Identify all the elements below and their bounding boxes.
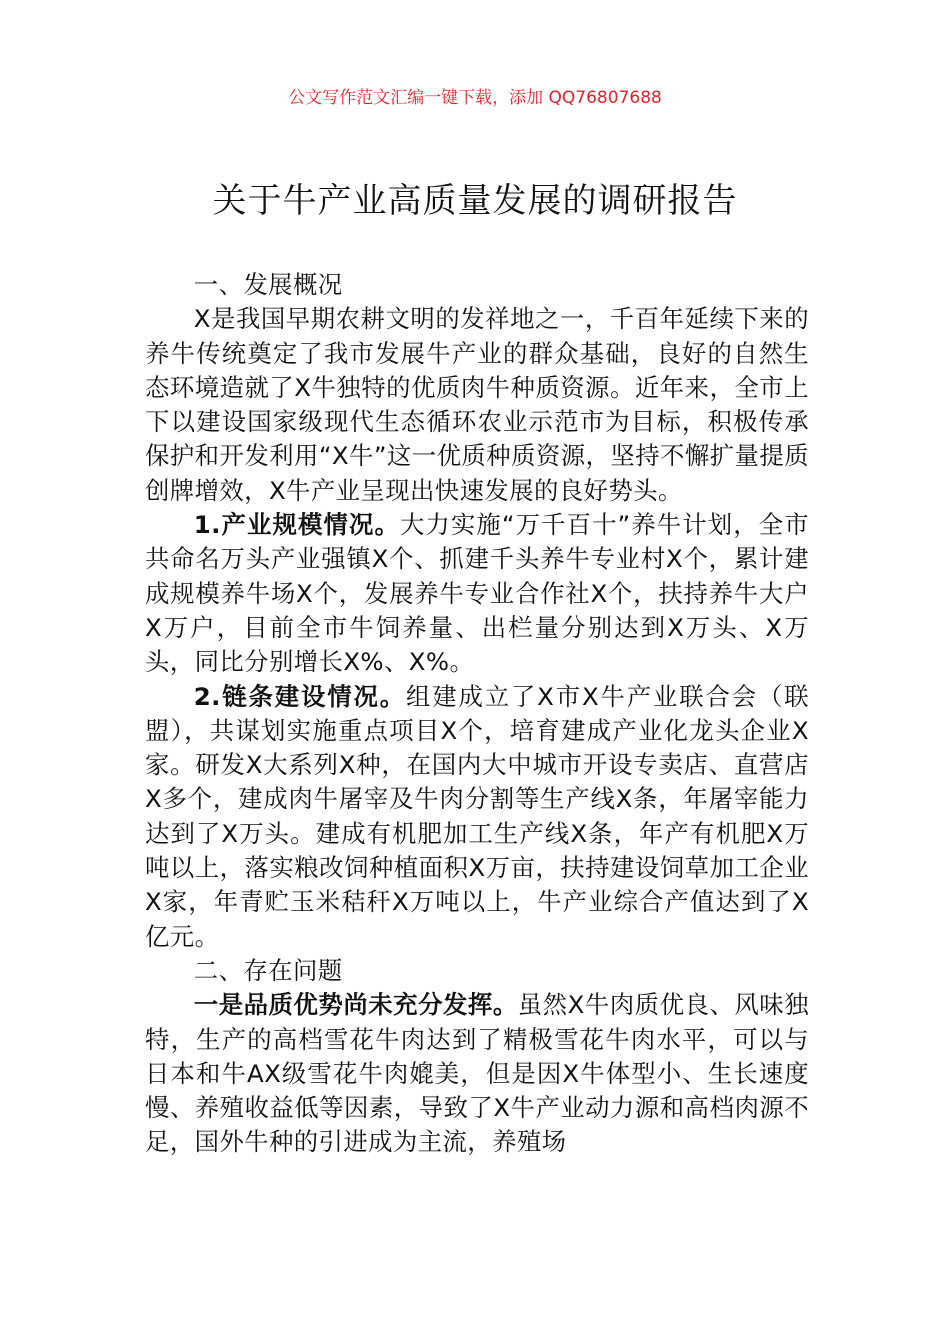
paragraph-industry-scale (145, 508, 809, 679)
section-heading-problems: 二、存在问题 (193, 955, 343, 985)
paragraph-text: 虽然X牛肉质优良、风味独特，生产的高档雪花牛肉达到了精极雪花牛肉水平，可以与日本和牛AX级雪花牛肉媲美，但是因X牛体型小、生长速度慢、养殖收益低等因素，导致了X牛产业动力源和高档肉源不足，国外牛种的引进成为主流，养殖场 (145, 990, 809, 1157)
paragraph-text: X是我国早期农耕文明的发祥地之一，千百年延续下来的养牛传统奠定了我市发展牛产业的群众基础，良好的自然生态环境造就了X牛独特的优质肉牛种质资源。近年来，全市上下以建设国家级现代生态循环农业示范市为目标，积极传承保护和开发利用“X牛”这一优质种质资源，坚持不懈扩量提质创牌增效，X牛产业呈现出快速发展的良好势头。 (145, 304, 809, 505)
document-title: 关于牛产业高质量发展的调研报告 (212, 181, 738, 221)
document-body (145, 268, 809, 1160)
section-heading-overview: 一、发展概况 (193, 270, 343, 299)
header-promo-note: 公文写作范文汇编一键下载，添加 QQ76807688 (288, 88, 662, 108)
paragraph-chain-construction (145, 680, 809, 954)
paragraph-overview-intro (145, 302, 809, 508)
paragraph-text: 组建成立了X市X牛产业联合会（联盟），共谋划实施重点项目X个，培育建成产业化龙头企业X家。研发X大系列X种，在国内大中城市开设专卖店、直营店X多个，建成肉牛屠宰及牛肉分割等生产线X条，年屠宰能力达到了X万头。建成有机肥加工生产线X条，年产有机肥X万吨以上，落实粮改饲种植面积X万亩，扶持建设饲草加工企业X家，年青贮玉米秸秆X万吨以上，牛产业综合产值达到了X亿元。 (145, 681, 809, 951)
paragraph-quality-advantage (145, 988, 809, 1159)
paragraph-text: 大力实施“万千百十”养牛计划，全市共命名万头产业强镇X个、抓建千头养牛专业村X个，累计建成规模养牛场X个，发展养牛专业合作社X个，扶持养牛大户X万户，目前全市牛饲养量、出栏量分别达到X万头、X万头，同比分别增长X%、X%。 (145, 510, 809, 677)
paragraph-lead: 1.产业规模情况。 (193, 510, 400, 540)
paragraph-lead: 一是品质优势尚未充分发挥。 (193, 990, 518, 1020)
paragraph-lead: 2.链条建设情况。 (193, 681, 406, 711)
